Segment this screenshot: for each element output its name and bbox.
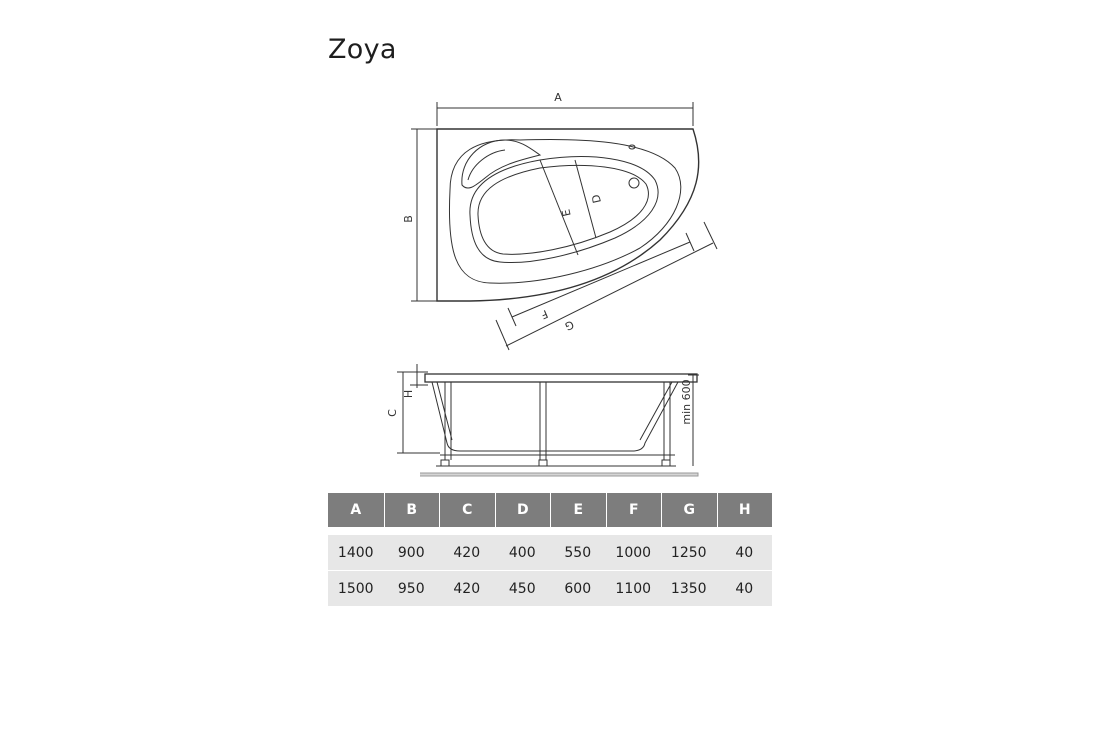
table-header-cell: D — [495, 493, 551, 527]
dimension-a-line — [437, 102, 693, 126]
table-row — [328, 535, 772, 570]
table-cell: 420 — [453, 580, 481, 597]
table-header-cell: A — [350, 502, 362, 518]
product-title: Zoya — [328, 34, 397, 65]
dimensions-table — [328, 493, 772, 606]
table-cell: 600 — [564, 580, 592, 597]
table-row — [328, 570, 772, 606]
label-f: F — [538, 307, 550, 322]
table-header-cell: G — [661, 493, 717, 527]
dimension-c-line — [397, 372, 440, 453]
table-cell: 420 — [453, 544, 481, 561]
table-header-row — [328, 493, 772, 527]
table-cell: 1250 — [670, 544, 707, 561]
dimension-b-line — [411, 129, 437, 301]
table-cell: 1350 — [670, 580, 707, 597]
label-c: C — [386, 409, 399, 417]
floor-line — [420, 466, 698, 476]
label-h: H — [402, 389, 415, 399]
label-g: G — [562, 317, 576, 333]
table-cell: 1000 — [615, 544, 652, 561]
table-cell: 900 — [397, 544, 425, 561]
label-min-height: min 600 — [680, 379, 693, 425]
table-cell: 400 — [508, 544, 536, 561]
table-header-cell: F — [606, 493, 662, 527]
drain-icon — [629, 178, 639, 188]
dimension-f-line — [508, 233, 694, 326]
dimension-e-line — [540, 160, 578, 255]
table-cell: 1400 — [337, 544, 374, 561]
table-cell: 550 — [564, 544, 592, 561]
table-cell: 1500 — [337, 580, 374, 597]
table-cell: 40 — [735, 544, 754, 561]
table-header-cell: H — [717, 493, 773, 527]
label-e: E — [559, 207, 574, 218]
table-header-cell: E — [550, 493, 606, 527]
table-header-cell: B — [384, 493, 440, 527]
table-header-cell: C — [439, 493, 495, 527]
table-cell: 1100 — [615, 580, 652, 597]
label-a: A — [554, 91, 562, 104]
label-b: B — [402, 215, 415, 223]
table-cell: 450 — [508, 580, 536, 597]
label-d: D — [589, 193, 604, 205]
table-cell: 950 — [397, 580, 425, 597]
side-view-tub — [425, 374, 697, 466]
table-cell: 40 — [735, 580, 754, 597]
